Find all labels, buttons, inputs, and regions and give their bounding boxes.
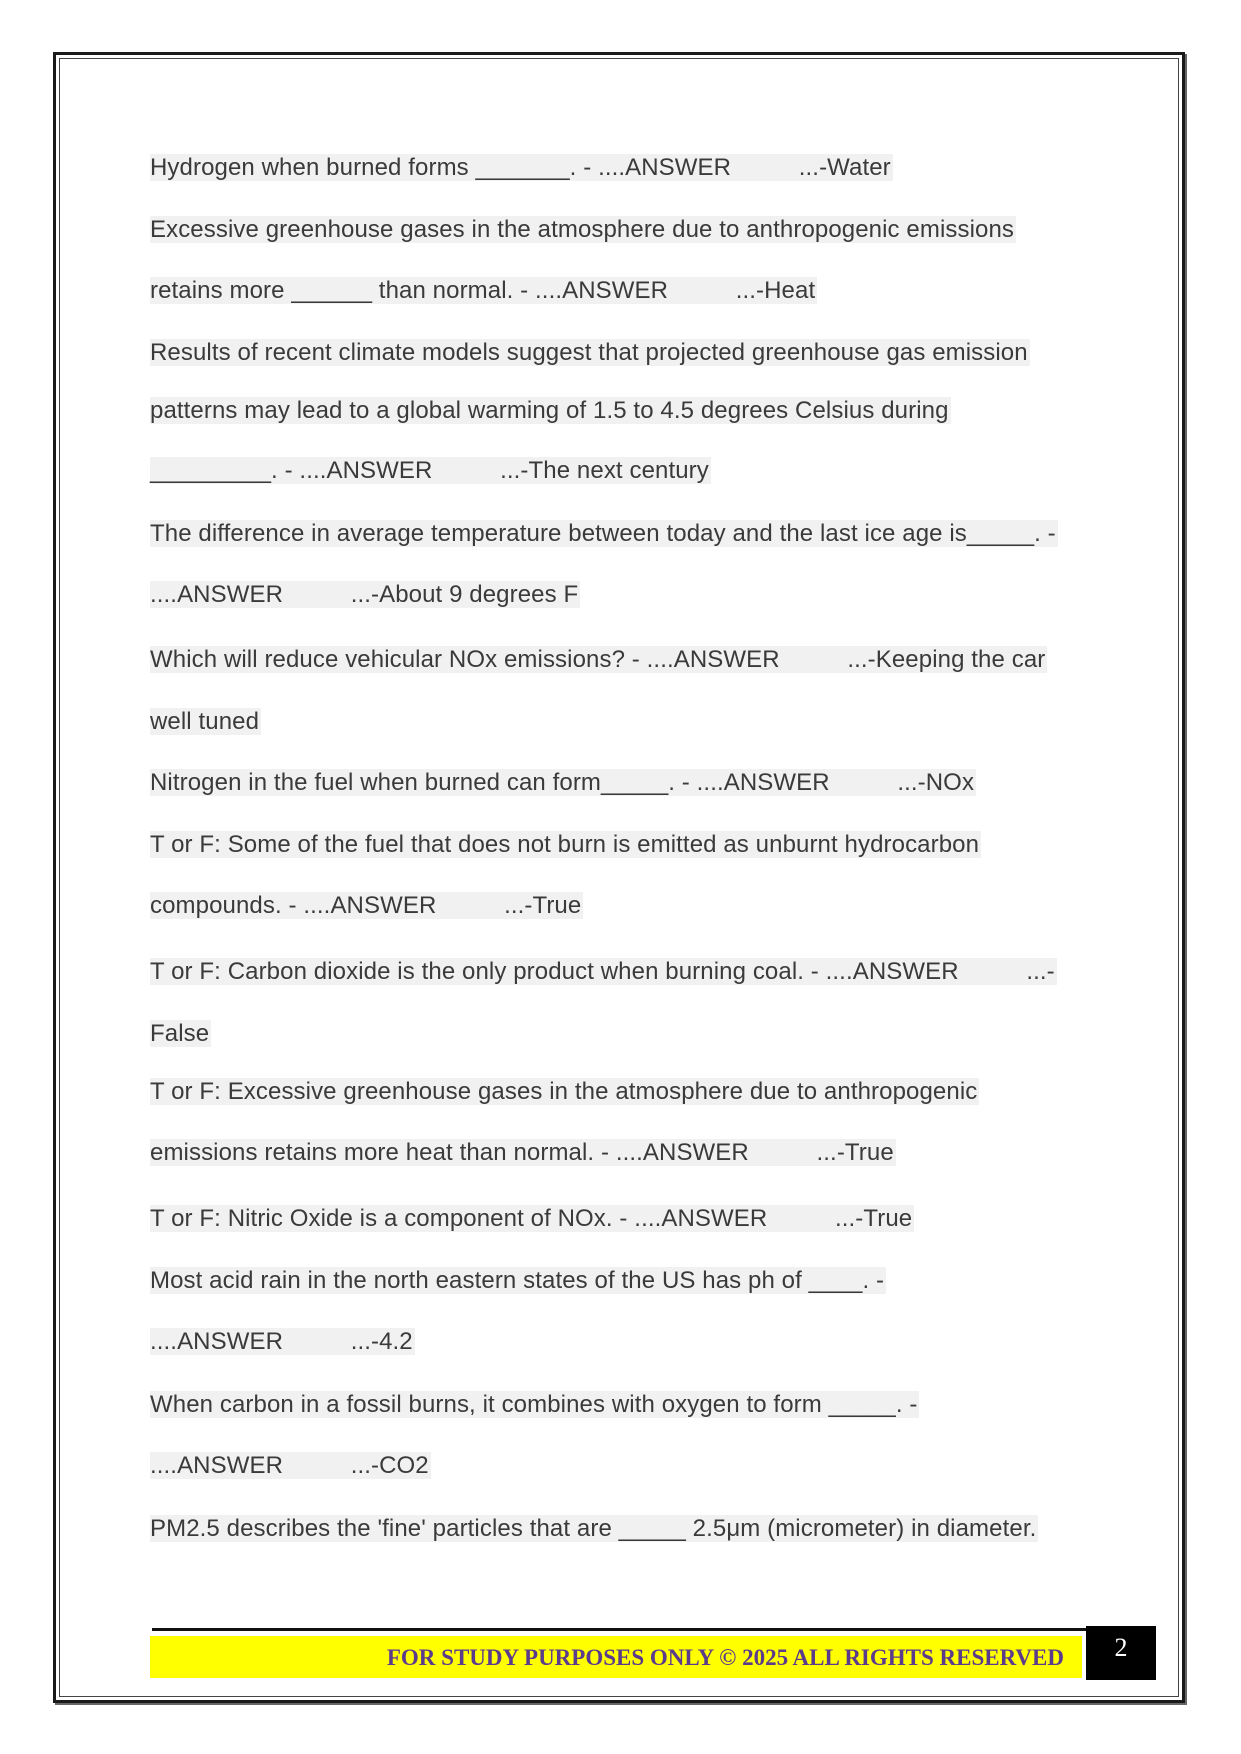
text-line: Results of recent climate models suggest that projected greenhouse gas emission — [150, 339, 1028, 366]
text-line: T or F: Some of the fuel that does not burn is emitted as unburnt hydrocarbon — [150, 831, 980, 858]
text-line: ....ANSWER ...-About 9 degrees F — [150, 581, 579, 608]
text-line: retains more ______ than normal. - ....ANSWER ...-Heat — [150, 277, 816, 304]
text-line: compounds. - ....ANSWER ...-True — [150, 892, 582, 919]
text-line: T or F: Nitric Oxide is a component of NOx. - ....ANSWER ...-True — [150, 1205, 913, 1232]
text-line: Which will reduce vehicular NOx emissions? - ....ANSWER ...-Keeping the car — [150, 646, 1046, 673]
text-line: emissions retains more heat than normal. - ....ANSWER ...-True — [150, 1139, 894, 1166]
text-line: Hydrogen when burned forms _______. - ....ANSWER ...-Water — [150, 154, 891, 181]
page-number: 2 — [1086, 1626, 1156, 1680]
text-line: Nitrogen in the fuel when burned can form_____. - ....ANSWER ...-NOx — [150, 769, 975, 796]
text-line: PM2.5 describes the 'fine' particles that are _____ 2.5μm (micrometer) in diameter. — [150, 1515, 1037, 1542]
text-line: T or F: Carbon dioxide is the only product when burning coal. - ....ANSWER ...- — [150, 958, 1055, 985]
text-line: Excessive greenhouse gases in the atmosphere due to anthropogenic emissions — [150, 216, 1015, 243]
text-line: T or F: Excessive greenhouse gases in the atmosphere due to anthropogenic — [150, 1078, 978, 1105]
text-line: Most acid rain in the north eastern states of the US has ph of ____. - — [150, 1267, 885, 1294]
footer-notice: FOR STUDY PURPOSES ONLY © 2025 ALL RIGHTS RESERVED — [150, 1636, 1082, 1678]
text-line: patterns may lead to a global warming of 1.5 to 4.5 degrees Celsius during — [150, 397, 949, 424]
footer-divider — [152, 1628, 1092, 1631]
text-line: _________. - ....ANSWER ...-The next century — [150, 457, 709, 484]
text-line: The difference in average temperature between today and the last ice age is_____. - — [150, 520, 1056, 547]
text-line: well tuned — [150, 708, 260, 735]
text-line: ....ANSWER ...-4.2 — [150, 1328, 413, 1355]
text-line: When carbon in a fossil burns, it combines with oxygen to form _____. - — [150, 1391, 918, 1418]
text-line: ....ANSWER ...-CO2 — [150, 1452, 429, 1479]
text-line: False — [150, 1020, 210, 1047]
